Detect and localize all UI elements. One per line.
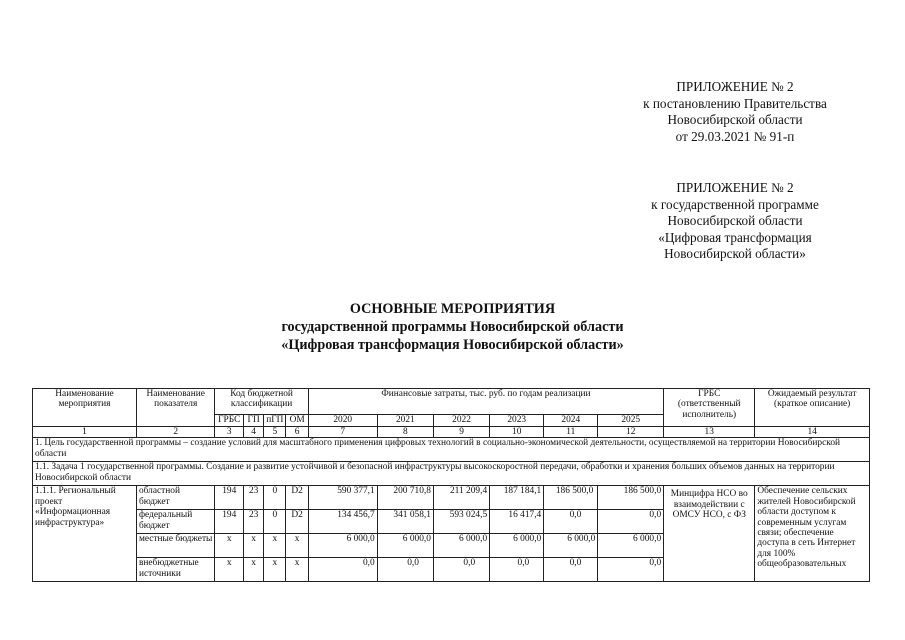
code-header: ГРБС [215,415,244,427]
indicator-cell: местные бюджеты [136,534,214,558]
header-cell: ГРБС (ответственный исполнитель) [664,389,755,427]
value-2022: 0,0 [433,558,489,582]
column-number: 11 [544,427,598,438]
value-2025: 6 000,0 [598,534,664,558]
year-header: 2025 [598,415,664,427]
task-text: 1.1. Задача 1 государственной программы. Создание и развитие устойчивой и безопасной инфраструктуры высокоскоростной передачи, обработки и хранения больших объемов данных на территории Новосибирской области [33,462,870,486]
value-2025: 0,0 [598,510,664,534]
title-line: «Цифровая трансформация Новосибирской области» [281,337,624,353]
header-row [33,389,870,415]
value-2024: 186 500,0 [544,486,598,510]
result-cell: Обеспечение сельских жителей Новосибирской области доступом к современным услугам связи; обеспечение доступа в сеть Интернет для 100% общеобразовательных [755,486,870,582]
gp-code: 23 [244,486,264,510]
grbs-code: х [215,534,244,558]
column-number: 8 [377,427,433,438]
title-line: ОСНОВНЫЕ МЕРОПРИЯТИЯ [349,301,556,317]
appendix-heading-decree [600,79,870,145]
table-row [33,486,870,510]
document-title [0,300,905,354]
header-cell: Финансовые затраты, тыс. руб. по годам реализации [308,389,663,415]
header-cell: Код бюджетной классификации [215,389,308,415]
appendix-line: Новосибирской области [667,112,803,127]
value-2022: 593 024,5 [433,510,489,534]
header-cell: Наименование мероприятия [33,389,137,427]
value-2024: 0,0 [544,510,598,534]
om-code: D2 [286,510,308,534]
indicator-cell: областной бюджет [136,486,214,510]
code-header: пГП [264,415,286,427]
gp-code: х [244,558,264,582]
column-number: 12 [598,427,664,438]
column-number: 14 [755,427,870,438]
task-row [33,462,870,486]
value-2021: 200 710,8 [377,486,433,510]
value-2022: 6 000,0 [433,534,489,558]
value-2021: 341 058,1 [377,510,433,534]
column-number: 13 [664,427,755,438]
event-name: 1.1.1. Региональный проект «Информационная инфраструктура» [33,486,137,582]
pgp-code: х [264,558,286,582]
value-2020: 0,0 [308,558,377,582]
appendix-line: «Цифровая трансформация [658,229,812,245]
om-code: х [286,558,308,582]
grbs-code: 194 [215,510,244,534]
value-2023: 187 184,1 [490,486,544,510]
appendix-line: к государственной программе [651,196,819,212]
value-2024: 6 000,0 [544,534,598,558]
goal-text: 1. Цель государственной программы – создание условий для масштабного применения цифровых технологий в социально-экономической деятельности, осуществляемой на территории Новосибирской области [33,438,870,462]
goal-row [33,438,870,462]
year-header: 2021 [377,415,433,427]
column-number: 5 [264,427,286,438]
value-2025: 0,0 [598,558,664,582]
value-2025: 186 500,0 [598,486,664,510]
code-header: ОМ [286,415,308,427]
column-number: 7 [308,427,377,438]
year-header: 2024 [544,415,598,427]
title-line: государственной программы Новосибирской области [281,319,624,335]
value-2022: 211 209,4 [433,486,489,510]
column-number-row [33,427,870,438]
value-2023: 16 417,4 [490,510,544,534]
value-2020: 590 377,1 [308,486,377,510]
gp-code: 23 [244,510,264,534]
indicator-cell: федеральный бюджет [136,510,214,534]
year-header: 2022 [433,415,489,427]
value-2023: 6 000,0 [490,534,544,558]
code-header: ГП [244,415,264,427]
column-number: 3 [215,427,244,438]
appendix-date: от 29.03.2021 № 91-п [675,128,795,144]
executor-cell: Минцифра НСО во взаимодействии с ОМСУ НСО, с ФЗ [664,486,755,582]
header-cell: Наименование показателя [136,389,214,427]
value-2023: 0,0 [490,558,544,582]
column-number: 4 [244,427,264,438]
appendix-label: ПРИЛОЖЕНИЕ № 2 [676,79,794,94]
events-table [32,388,870,582]
year-header: 2020 [308,415,377,427]
value-2021: 6 000,0 [377,534,433,558]
gp-code: х [244,534,264,558]
appendix-label: ПРИЛОЖЕНИЕ № 2 [676,180,794,195]
appendix-line: Новосибирской области» [664,246,806,261]
value-2024: 0,0 [544,558,598,582]
pgp-code: 0 [264,510,286,534]
value-2020: 134 456,7 [308,510,377,534]
appendix-line: Новосибирской области [667,213,803,228]
pgp-code: х [264,534,286,558]
year-header: 2023 [490,415,544,427]
indicator-cell: внебюджетные источники [136,558,214,582]
column-number: 2 [136,427,214,438]
appendix-line: к постановлению Правительства [643,95,827,111]
appendix-heading-program [600,180,870,263]
grbs-code: х [215,558,244,582]
pgp-code: 0 [264,486,286,510]
grbs-code: 194 [215,486,244,510]
om-code: D2 [286,486,308,510]
column-number: 6 [286,427,308,438]
column-number: 1 [33,427,137,438]
header-cell: Ожидаемый результат (краткое описание) [755,389,870,427]
value-2020: 6 000,0 [308,534,377,558]
column-number: 9 [433,427,489,438]
om-code: х [286,534,308,558]
value-2021: 0,0 [377,558,433,582]
column-number: 10 [490,427,544,438]
